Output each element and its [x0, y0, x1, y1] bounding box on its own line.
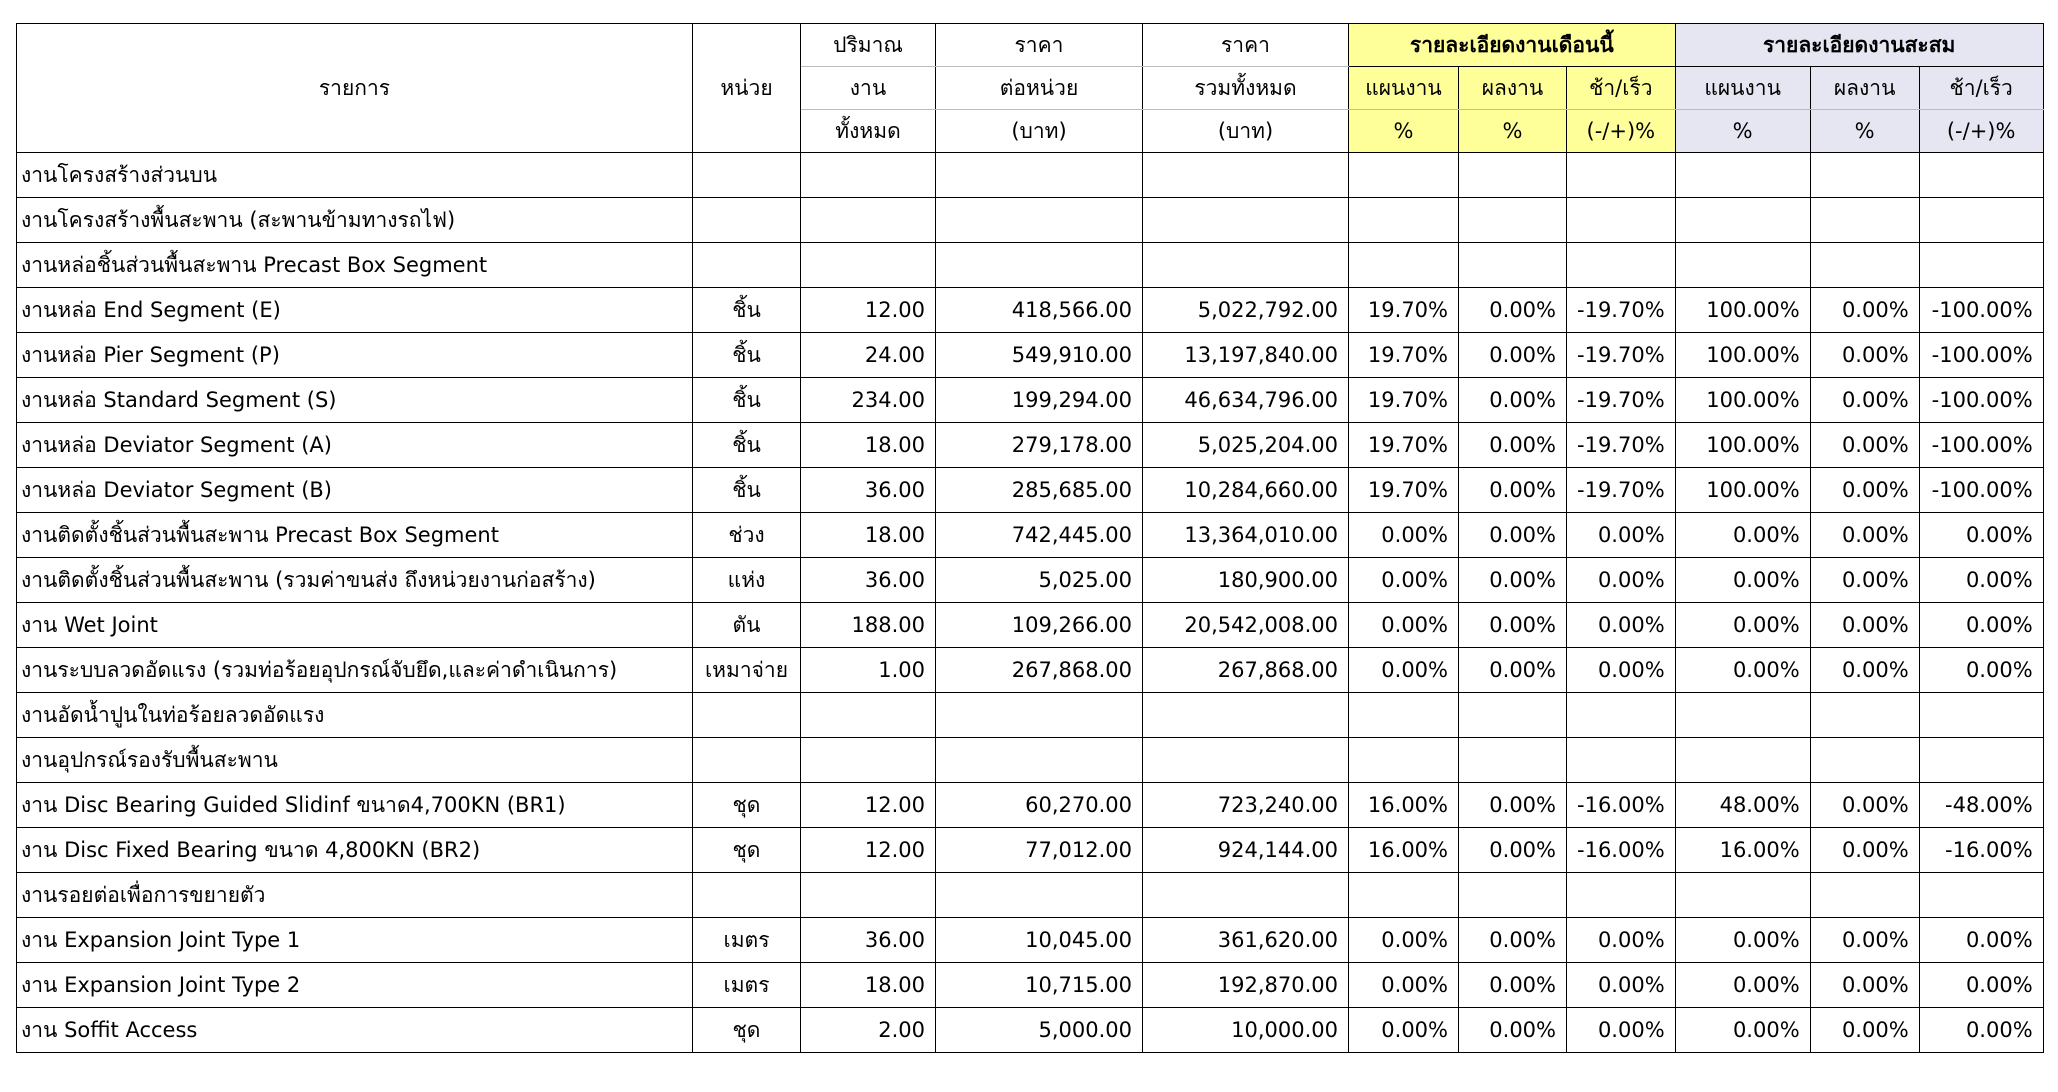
row-quantity: 36.00	[801, 558, 936, 603]
row-monthly-result	[1459, 243, 1567, 288]
header-description: รายการ	[17, 24, 693, 153]
header-cumulative-plan-unit: %	[1675, 110, 1810, 153]
row-monthly-delay: 0.00%	[1567, 1008, 1676, 1053]
row-unit	[693, 693, 801, 738]
row-total-price	[1143, 198, 1349, 243]
row-cumulative-delay	[1919, 693, 2043, 738]
row-description: งานหล่อ Pier Segment (P)	[17, 333, 693, 378]
row-unit-price: 109,266.00	[936, 603, 1143, 648]
table-row	[17, 468, 2044, 513]
row-cumulative-plan: 0.00%	[1675, 648, 1810, 693]
row-monthly-delay: -19.70%	[1567, 288, 1676, 333]
row-monthly-plan: 0.00%	[1349, 648, 1459, 693]
row-cumulative-plan	[1675, 873, 1810, 918]
row-cumulative-result: 0.00%	[1810, 918, 1919, 963]
row-total-price: 20,542,008.00	[1143, 603, 1349, 648]
row-total-price: 10,000.00	[1143, 1008, 1349, 1053]
row-unit: ชิ้น	[693, 378, 801, 423]
row-cumulative-plan: 0.00%	[1675, 1008, 1810, 1053]
row-monthly-delay: -19.70%	[1567, 378, 1676, 423]
row-cumulative-plan: 0.00%	[1675, 513, 1810, 558]
row-quantity: 234.00	[801, 378, 936, 423]
row-cumulative-delay: 0.00%	[1919, 648, 2043, 693]
row-unit: ชุด	[693, 828, 801, 873]
row-unit: ชิ้น	[693, 333, 801, 378]
row-quantity	[801, 198, 936, 243]
row-monthly-delay: -19.70%	[1567, 468, 1676, 513]
header-cumulative-delay-unit: (-/+)%	[1919, 110, 2043, 153]
row-cumulative-plan: 0.00%	[1675, 558, 1810, 603]
row-monthly-delay	[1567, 873, 1676, 918]
table-row	[17, 423, 2044, 468]
row-unit	[693, 738, 801, 783]
row-unit-price: 279,178.00	[936, 423, 1143, 468]
row-cumulative-delay: -100.00%	[1919, 378, 2043, 423]
header-qty-3: ทั้งหมด	[801, 110, 936, 153]
header-monthly-delay: ช้า/เร็ว	[1567, 67, 1676, 110]
row-monthly-delay: -19.70%	[1567, 333, 1676, 378]
row-description: งานติดตั้งชิ้นส่วนพื้นสะพาน (รวมค่าขนส่ง ถึงหน่วยงานก่อสร้าง)	[17, 558, 693, 603]
table-row	[17, 783, 2044, 828]
header-monthly-delay-unit: (-/+)%	[1567, 110, 1676, 153]
row-cumulative-delay: 0.00%	[1919, 1008, 2043, 1053]
header-unit-price-2: ต่อหน่วย	[936, 67, 1143, 110]
row-cumulative-plan: 100.00%	[1675, 378, 1810, 423]
row-unit: ชิ้น	[693, 288, 801, 333]
table-row	[17, 873, 2044, 918]
table-row	[17, 333, 2044, 378]
row-cumulative-delay: -100.00%	[1919, 468, 2043, 513]
row-monthly-delay	[1567, 153, 1676, 198]
row-total-price: 10,284,660.00	[1143, 468, 1349, 513]
row-quantity: 36.00	[801, 918, 936, 963]
header-unit-price-3: (บาท)	[936, 110, 1143, 153]
table-row	[17, 693, 2044, 738]
header-cumulative-group: รายละเอียดงานสะสม	[1675, 24, 2043, 67]
row-total-price: 192,870.00	[1143, 963, 1349, 1008]
row-monthly-plan: 0.00%	[1349, 603, 1459, 648]
row-monthly-result	[1459, 738, 1567, 783]
row-monthly-delay: 0.00%	[1567, 918, 1676, 963]
row-monthly-delay	[1567, 738, 1676, 783]
row-total-price	[1143, 738, 1349, 783]
row-unit-price	[936, 153, 1143, 198]
header-monthly-group: รายละเอียดงานเดือนนี้	[1349, 24, 1676, 67]
row-monthly-delay	[1567, 198, 1676, 243]
row-description: งานโครงสร้างส่วนบน	[17, 153, 693, 198]
row-unit-price: 742,445.00	[936, 513, 1143, 558]
row-cumulative-delay: -100.00%	[1919, 333, 2043, 378]
table-row	[17, 648, 2044, 693]
row-description: งานหล่อ End Segment (E)	[17, 288, 693, 333]
row-quantity: 18.00	[801, 963, 936, 1008]
row-description: งานอัดน้ำปูนในท่อร้อยลวดอัดแรง	[17, 693, 693, 738]
row-cumulative-plan	[1675, 693, 1810, 738]
row-total-price: 924,144.00	[1143, 828, 1349, 873]
row-monthly-result: 0.00%	[1459, 828, 1567, 873]
row-unit: ตัน	[693, 603, 801, 648]
row-cumulative-plan: 100.00%	[1675, 288, 1810, 333]
row-unit: แห่ง	[693, 558, 801, 603]
row-monthly-result	[1459, 153, 1567, 198]
header-monthly-result: ผลงาน	[1459, 67, 1567, 110]
row-monthly-plan: 0.00%	[1349, 558, 1459, 603]
row-quantity	[801, 243, 936, 288]
row-monthly-plan: 19.70%	[1349, 423, 1459, 468]
row-monthly-delay	[1567, 693, 1676, 738]
row-cumulative-result: 0.00%	[1810, 1008, 1919, 1053]
header-monthly-plan: แผนงาน	[1349, 67, 1459, 110]
row-monthly-delay	[1567, 243, 1676, 288]
row-monthly-result: 0.00%	[1459, 513, 1567, 558]
table-row	[17, 738, 2044, 783]
row-unit-price: 10,715.00	[936, 963, 1143, 1008]
row-monthly-plan: 0.00%	[1349, 918, 1459, 963]
row-monthly-plan	[1349, 693, 1459, 738]
row-cumulative-result	[1810, 873, 1919, 918]
row-monthly-result: 0.00%	[1459, 648, 1567, 693]
row-description: งาน Soffit Access	[17, 1008, 693, 1053]
row-cumulative-result: 0.00%	[1810, 288, 1919, 333]
row-monthly-plan	[1349, 738, 1459, 783]
row-cumulative-delay: -16.00%	[1919, 828, 2043, 873]
header-cumulative-delay: ช้า/เร็ว	[1919, 67, 2043, 110]
header-qty-1: ปริมาณ	[801, 24, 936, 67]
row-unit: เมตร	[693, 963, 801, 1008]
row-description: งานโครงสร้างพื้นสะพาน (สะพานข้ามทางรถไฟ)	[17, 198, 693, 243]
row-unit-price	[936, 873, 1143, 918]
table-row	[17, 1008, 2044, 1053]
table-row	[17, 603, 2044, 648]
row-monthly-plan: 19.70%	[1349, 378, 1459, 423]
row-total-price: 5,025,204.00	[1143, 423, 1349, 468]
row-unit-price: 5,025.00	[936, 558, 1143, 603]
row-cumulative-delay	[1919, 243, 2043, 288]
header-cumulative-result: ผลงาน	[1810, 67, 1919, 110]
row-description: งานระบบลวดอัดแรง (รวมท่อร้อยอุปกรณ์จับยึด,และค่าดำเนินการ)	[17, 648, 693, 693]
row-quantity: 12.00	[801, 288, 936, 333]
row-total-price	[1143, 873, 1349, 918]
row-monthly-result: 0.00%	[1459, 1008, 1567, 1053]
row-total-price: 13,197,840.00	[1143, 333, 1349, 378]
row-cumulative-result: 0.00%	[1810, 783, 1919, 828]
row-cumulative-plan	[1675, 198, 1810, 243]
row-monthly-plan: 0.00%	[1349, 513, 1459, 558]
row-cumulative-plan: 0.00%	[1675, 918, 1810, 963]
row-monthly-delay: -16.00%	[1567, 783, 1676, 828]
row-description: งานอุปกรณ์รองรับพื้นสะพาน	[17, 738, 693, 783]
row-monthly-plan: 0.00%	[1349, 1008, 1459, 1053]
row-total-price: 267,868.00	[1143, 648, 1349, 693]
row-description: งานหล่อชิ้นส่วนพื้นสะพาน Precast Box Segment	[17, 243, 693, 288]
row-unit: เมตร	[693, 918, 801, 963]
header-unit: หน่วย	[693, 24, 801, 153]
row-cumulative-delay	[1919, 198, 2043, 243]
header-qty-2: งาน	[801, 67, 936, 110]
row-cumulative-plan: 100.00%	[1675, 468, 1810, 513]
row-total-price: 5,022,792.00	[1143, 288, 1349, 333]
row-unit: เหมาจ่าย	[693, 648, 801, 693]
row-monthly-plan: 19.70%	[1349, 468, 1459, 513]
row-quantity: 36.00	[801, 468, 936, 513]
row-monthly-result: 0.00%	[1459, 468, 1567, 513]
row-unit-price: 5,000.00	[936, 1008, 1143, 1053]
row-cumulative-delay	[1919, 873, 2043, 918]
row-cumulative-plan: 16.00%	[1675, 828, 1810, 873]
row-cumulative-delay	[1919, 153, 2043, 198]
row-unit	[693, 873, 801, 918]
row-cumulative-plan: 48.00%	[1675, 783, 1810, 828]
row-quantity: 24.00	[801, 333, 936, 378]
row-unit: ช่วง	[693, 513, 801, 558]
table-row	[17, 378, 2044, 423]
row-cumulative-result	[1810, 738, 1919, 783]
row-description: งาน Wet Joint	[17, 603, 693, 648]
table-row	[17, 153, 2044, 198]
row-unit-price: 60,270.00	[936, 783, 1143, 828]
row-cumulative-plan	[1675, 153, 1810, 198]
row-description: งานติดตั้งชิ้นส่วนพื้นสะพาน Precast Box Segment	[17, 513, 693, 558]
row-quantity	[801, 738, 936, 783]
row-monthly-result: 0.00%	[1459, 288, 1567, 333]
table-row	[17, 288, 2044, 333]
table-header	[17, 24, 2044, 153]
row-quantity: 12.00	[801, 783, 936, 828]
row-monthly-delay: 0.00%	[1567, 963, 1676, 1008]
row-cumulative-plan: 100.00%	[1675, 423, 1810, 468]
row-monthly-result: 0.00%	[1459, 603, 1567, 648]
row-unit-price: 267,868.00	[936, 648, 1143, 693]
row-cumulative-result: 0.00%	[1810, 558, 1919, 603]
row-monthly-result: 0.00%	[1459, 558, 1567, 603]
header-total-price-2: รวมทั้งหมด	[1143, 67, 1349, 110]
row-description: งานหล่อ Standard Segment (S)	[17, 378, 693, 423]
row-cumulative-result	[1810, 243, 1919, 288]
row-description: งานรอยต่อเพื่อการขยายตัว	[17, 873, 693, 918]
row-monthly-result: 0.00%	[1459, 918, 1567, 963]
row-cumulative-result: 0.00%	[1810, 648, 1919, 693]
row-cumulative-result	[1810, 153, 1919, 198]
row-quantity: 18.00	[801, 423, 936, 468]
row-monthly-result: 0.00%	[1459, 423, 1567, 468]
row-cumulative-plan: 100.00%	[1675, 333, 1810, 378]
progress-table	[16, 23, 2044, 1053]
row-monthly-plan: 19.70%	[1349, 288, 1459, 333]
row-quantity	[801, 153, 936, 198]
row-monthly-plan: 19.70%	[1349, 333, 1459, 378]
row-unit-price	[936, 243, 1143, 288]
row-unit	[693, 243, 801, 288]
row-description: งานหล่อ Deviator Segment (A)	[17, 423, 693, 468]
row-quantity	[801, 873, 936, 918]
row-unit	[693, 153, 801, 198]
row-monthly-plan	[1349, 153, 1459, 198]
row-cumulative-plan: 0.00%	[1675, 963, 1810, 1008]
header-monthly-plan-unit: %	[1349, 110, 1459, 153]
row-unit-price: 10,045.00	[936, 918, 1143, 963]
row-description: งานหล่อ Deviator Segment (B)	[17, 468, 693, 513]
row-cumulative-result: 0.00%	[1810, 333, 1919, 378]
row-cumulative-result	[1810, 693, 1919, 738]
row-monthly-delay: 0.00%	[1567, 603, 1676, 648]
row-cumulative-result: 0.00%	[1810, 468, 1919, 513]
row-quantity: 18.00	[801, 513, 936, 558]
row-total-price: 361,620.00	[1143, 918, 1349, 963]
row-description: งาน Expansion Joint Type 2	[17, 963, 693, 1008]
row-monthly-delay: -16.00%	[1567, 828, 1676, 873]
table-row	[17, 558, 2044, 603]
table-row	[17, 918, 2044, 963]
row-monthly-delay: 0.00%	[1567, 558, 1676, 603]
table-row	[17, 513, 2044, 558]
row-unit-price: 418,566.00	[936, 288, 1143, 333]
row-cumulative-delay: 0.00%	[1919, 603, 2043, 648]
row-quantity: 2.00	[801, 1008, 936, 1053]
row-monthly-plan: 0.00%	[1349, 963, 1459, 1008]
header-monthly-result-unit: %	[1459, 110, 1567, 153]
row-total-price: 13,364,010.00	[1143, 513, 1349, 558]
row-unit: ชุด	[693, 1008, 801, 1053]
row-monthly-plan: 16.00%	[1349, 783, 1459, 828]
row-quantity: 188.00	[801, 603, 936, 648]
row-cumulative-result: 0.00%	[1810, 513, 1919, 558]
header-total-price-1: ราคา	[1143, 24, 1349, 67]
table-row	[17, 198, 2044, 243]
row-cumulative-result: 0.00%	[1810, 963, 1919, 1008]
row-description: งาน Disc Fixed Bearing ขนาด 4,800KN (BR2)	[17, 828, 693, 873]
row-cumulative-delay: 0.00%	[1919, 513, 2043, 558]
row-total-price	[1143, 693, 1349, 738]
header-unit-price-1: ราคา	[936, 24, 1143, 67]
row-unit-price: 549,910.00	[936, 333, 1143, 378]
row-monthly-delay: -19.70%	[1567, 423, 1676, 468]
row-total-price: 723,240.00	[1143, 783, 1349, 828]
row-unit-price: 285,685.00	[936, 468, 1143, 513]
row-monthly-result	[1459, 693, 1567, 738]
row-total-price: 46,634,796.00	[1143, 378, 1349, 423]
row-unit-price: 199,294.00	[936, 378, 1143, 423]
row-cumulative-result	[1810, 198, 1919, 243]
row-monthly-plan	[1349, 873, 1459, 918]
row-total-price: 180,900.00	[1143, 558, 1349, 603]
row-cumulative-delay: -100.00%	[1919, 423, 2043, 468]
header-cumulative-result-unit: %	[1810, 110, 1919, 153]
table-body	[17, 153, 2044, 1053]
header-cumulative-plan: แผนงาน	[1675, 67, 1810, 110]
row-monthly-result: 0.00%	[1459, 783, 1567, 828]
row-cumulative-result: 0.00%	[1810, 828, 1919, 873]
row-monthly-delay: 0.00%	[1567, 648, 1676, 693]
row-unit-price	[936, 198, 1143, 243]
row-unit-price: 77,012.00	[936, 828, 1143, 873]
row-unit	[693, 198, 801, 243]
table-row	[17, 963, 2044, 1008]
row-cumulative-plan: 0.00%	[1675, 603, 1810, 648]
row-cumulative-delay: 0.00%	[1919, 918, 2043, 963]
row-cumulative-result: 0.00%	[1810, 378, 1919, 423]
row-monthly-result: 0.00%	[1459, 378, 1567, 423]
row-monthly-result: 0.00%	[1459, 333, 1567, 378]
row-cumulative-delay: -48.00%	[1919, 783, 2043, 828]
row-quantity	[801, 693, 936, 738]
row-monthly-plan	[1349, 198, 1459, 243]
row-cumulative-delay: 0.00%	[1919, 558, 2043, 603]
row-monthly-delay: 0.00%	[1567, 513, 1676, 558]
header-total-price-3: (บาท)	[1143, 110, 1349, 153]
row-quantity: 1.00	[801, 648, 936, 693]
row-description: งาน Expansion Joint Type 1	[17, 918, 693, 963]
row-cumulative-delay	[1919, 738, 2043, 783]
table-row	[17, 828, 2044, 873]
row-monthly-result	[1459, 198, 1567, 243]
row-total-price	[1143, 153, 1349, 198]
row-cumulative-result: 0.00%	[1810, 423, 1919, 468]
row-monthly-result	[1459, 873, 1567, 918]
row-description: งาน Disc Bearing Guided Slidinf ขนาด4,700KN (BR1)	[17, 783, 693, 828]
row-monthly-result: 0.00%	[1459, 963, 1567, 1008]
row-monthly-plan	[1349, 243, 1459, 288]
row-cumulative-plan	[1675, 243, 1810, 288]
row-total-price	[1143, 243, 1349, 288]
row-unit: ชุด	[693, 783, 801, 828]
row-unit: ชิ้น	[693, 468, 801, 513]
row-cumulative-delay: -100.00%	[1919, 288, 2043, 333]
row-unit-price	[936, 738, 1143, 783]
row-cumulative-result: 0.00%	[1810, 603, 1919, 648]
row-quantity: 12.00	[801, 828, 936, 873]
table-row	[17, 243, 2044, 288]
row-unit: ชิ้น	[693, 423, 801, 468]
row-monthly-plan: 16.00%	[1349, 828, 1459, 873]
row-unit-price	[936, 693, 1143, 738]
row-cumulative-plan	[1675, 738, 1810, 783]
row-cumulative-delay: 0.00%	[1919, 963, 2043, 1008]
